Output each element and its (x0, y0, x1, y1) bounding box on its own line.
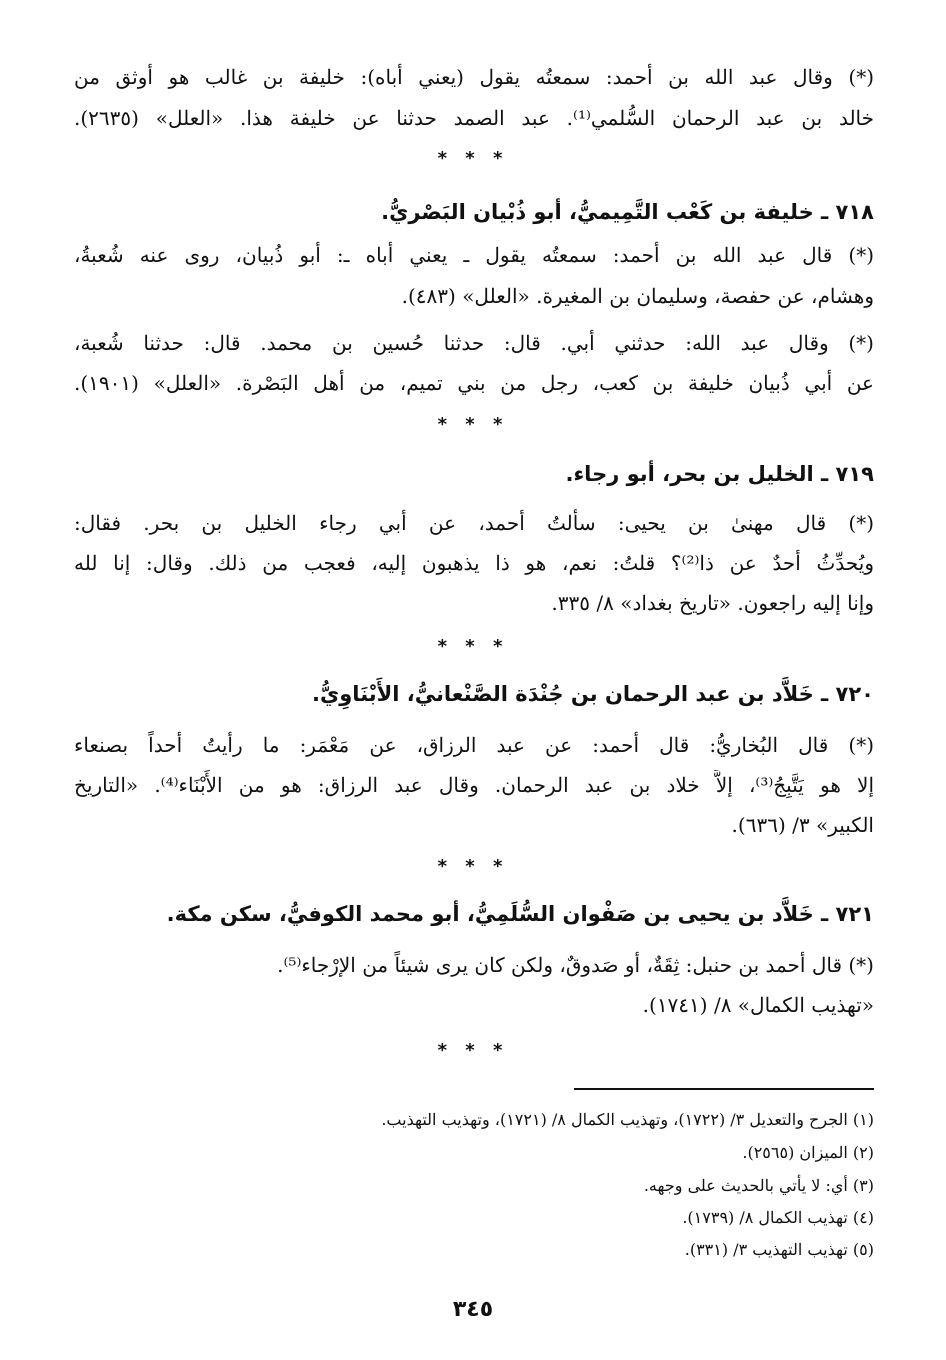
entry-720-line-1: (*) قال البُخاريُّ: قال أحمد: عن عبد الرزاق، عن مَعْمَر: ما رأيتُ أحداً بصنعاء (74, 733, 874, 757)
section-separator: * * * (437, 414, 509, 435)
footnote-text: الميزان (٢٥٦٥). (742, 1143, 848, 1162)
entry-719-line-1: (*) قال مهنىٰ بن يحيى: سألتُ أحمد، عن أبي رجاء الخليل بن بحر. فقال: (74, 511, 874, 535)
footnote-text: الجرح والتعديل ٣/ (١٧٢٢)، وتهذيب الكمال ٨/ (١٧٢١)، وتهذيب التهذيب. (381, 1110, 848, 1129)
footnote-text: أي: لا يأتي بالحديث على وجهه. (643, 1176, 848, 1195)
page-number: ٣٤٥ (452, 1297, 494, 1322)
footnote (74, 1206, 874, 1230)
entry-heading-719: ٧١٩ ـ الخليل بن بحر، أبو رجاء. (565, 462, 874, 486)
entry-721-line-2: «تهذيب الكمال» ٨/ (١٧٤١). (642, 993, 874, 1017)
section-separator: * * * (437, 1040, 509, 1061)
footnote-number: (٣) (852, 1176, 874, 1195)
entry-718-line-2: وهشام، عن حفصة، وسليمان بن المغيرة. «العلل» (٤٨٣). (401, 284, 874, 308)
section-separator: * * * (437, 636, 509, 657)
entry-718-line-1: (*) قال عبد الله بن أحمد: سمعتُه يقول ـ يعني أباه ـ: أبو ذُبيان، روى عنه شُعبةُ، (74, 243, 874, 267)
entry-heading-720: ٧٢٠ ـ خَلاَّد بن عبد الرحمان بن جُنْدَة الصَّنْعانيُّ، الأَبْنَاوِيُّ. (312, 682, 874, 706)
intro-line-1: (*) وقال عبد الله بن أحمد: سمعتُه يقول (يعني أباه): خليفة بن غالب هو أوثق من (74, 65, 874, 89)
entry-heading-721: ٧٢١ ـ خَلاَّد بن يحيى بن صَفْوان السُّلَمِيُّ، أبو محمد الكوفيُّ، سكن مكة. (166, 902, 874, 926)
footnote (74, 1238, 874, 1262)
entry-719-line-3: وإنا إليه راجعون. «تاريخ بغداد» ٨/ ٣٣٥. (551, 591, 874, 615)
footnote-number: (١) (852, 1110, 874, 1129)
footnote-number: (٢) (852, 1143, 874, 1162)
section-separator: * * * (437, 148, 509, 169)
entry-718-line-4: عن أبي ذُبيان خليفة بن كعب، رجل من بني تميم، من أهل البَصْرة. «العلل» (١٩٠١). (74, 371, 874, 395)
entry-720-line-2: إلا هو يَتَّبِجُ⁽³⁾، إلاَّ خلاد بن عبد الرحمان. وقال عبد الرزاق: هو من الأَبْنَاء⁽⁴⁾. «التاريخ (74, 773, 874, 797)
footnote-number: (٥) (852, 1240, 874, 1259)
footnote-text: تهذيب التهذيب ٣/ (٣٣١). (684, 1240, 848, 1259)
intro-line-2: خالد بن عبد الرحمان السُّلمي⁽¹⁾. عبد الصمد حدثنا عن خليفة هذا. «العلل» (٢٦٣٥). (74, 106, 874, 130)
footnote (74, 1141, 874, 1165)
entry-720-line-3: الكبير» ٣/ (٦٣٦). (731, 813, 874, 837)
footnote-divider (574, 1088, 874, 1090)
footnote-number: (٤) (852, 1208, 874, 1227)
footnote (74, 1108, 874, 1132)
section-separator: * * * (437, 856, 509, 877)
entry-721-line-1: (*) قال أحمد بن حنبل: ثِقَةٌ، أو صَدوقٌ، ولكن كان يرى شيئاً من الإرْجاء⁽⁵⁾. (277, 953, 874, 977)
entry-719-line-2: ويُحدِّثُ أحدٌ عن ذا⁽²⁾؟ قلتُ: نعم، هو ذا يذهبون إليه، فعجب من ذلك. وقال: إنا لله (74, 551, 874, 575)
entry-718-line-3: (*) وقال عبد الله: حدثني أبي. قال: حدثنا حُسين بن محمد. قال: حدثنا شُعبة، (74, 331, 874, 355)
footnote (74, 1174, 874, 1198)
footnote-text: تهذيب الكمال ٨/ (١٧٣٩). (682, 1208, 848, 1227)
entry-heading-718: ٧١٨ ـ خليفة بن كَعْب التَّمِيميُّ، أبو ذُبْيان البَصْريُّ. (381, 200, 874, 224)
